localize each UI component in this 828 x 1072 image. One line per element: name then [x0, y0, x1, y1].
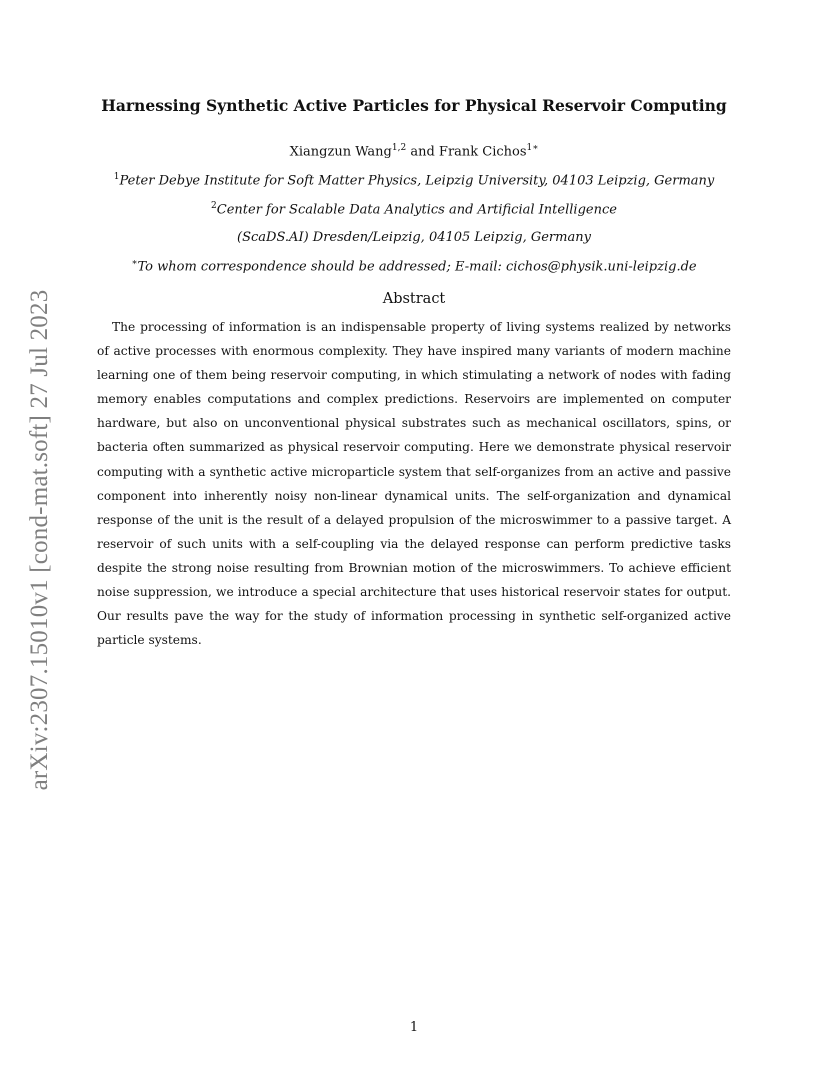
abstract-body: The processing of information is an indispensable property of living systems realized by networks of active processes with enormous complexity. They have inspired many variants of modern machine learning one of them being reservoir computing, in which stimulating a network of nodes with fading memory enables computations and complex predictions. Reservoirs are implemented on computer hardware, but also on unconventional physical substrates such as mechanical oscillators, spins, or bacteria often summarized as physical reservoir computing. Here we demonstrate physical reservoir computing with a synthetic active microparticle system that self-organizes from an active and passive component into inherently noisy non-linear dynamical units. The self-organization and dynamical response of the unit is the result of a delayed propulsion of the microswimmer to a passive target. A reservoir of such units with a self-coupling via the delayed response can perform predictive tasks despite the strong noise resulting from Brownian motion of the microswimmers. To achieve efficient noise suppression, we introduce a special architecture that uses historical reservoir states for output. Our results pave the way for the study of information processing in synthetic self-organized active particle systems. — [97, 320, 731, 648]
affiliation-text: Center for Scalable Data Analytics and Artificial Intelligence — [216, 202, 617, 218]
arxiv-side-stamp: arXiv:2307.15010v1 [cond-mat.soft] 27 Jul 2023 — [26, 289, 53, 791]
affiliation-mark: 1 — [113, 172, 120, 182]
author-conjunction: and — [406, 144, 439, 160]
correspondence-note — [0, 258, 828, 274]
affiliation-text: Peter Debye Institute for Soft Matter Physics, Leipzig University, 04103 Leipzig, Germany — [119, 173, 715, 189]
correspondence-mark: ∗ — [131, 258, 138, 268]
affiliation-2 — [0, 201, 828, 217]
abstract-heading: Abstract — [382, 291, 446, 307]
author-line — [0, 143, 828, 159]
page-number: 1 — [409, 1020, 419, 1035]
author-affiliation-mark: 1,2 — [391, 143, 407, 153]
correspondence-text: To whom correspondence should be addressed; E-mail: cichos@physik.uni-leipzig.de — [137, 259, 697, 275]
affiliation-mark: 2 — [211, 201, 217, 211]
author-name: Frank Cichos — [438, 144, 527, 160]
paper-title: Harnessing Synthetic Active Particles for Physical Reservoir Computing — [101, 96, 727, 115]
affiliation-1 — [0, 172, 828, 188]
author-name: Xiangzun Wang — [289, 144, 392, 160]
affiliation-2-continued: (ScaDS.AI) Dresden/Leipzig, 04105 Leipzig, Germany — [237, 230, 591, 245]
author-affiliation-mark: 1∗ — [526, 143, 539, 153]
